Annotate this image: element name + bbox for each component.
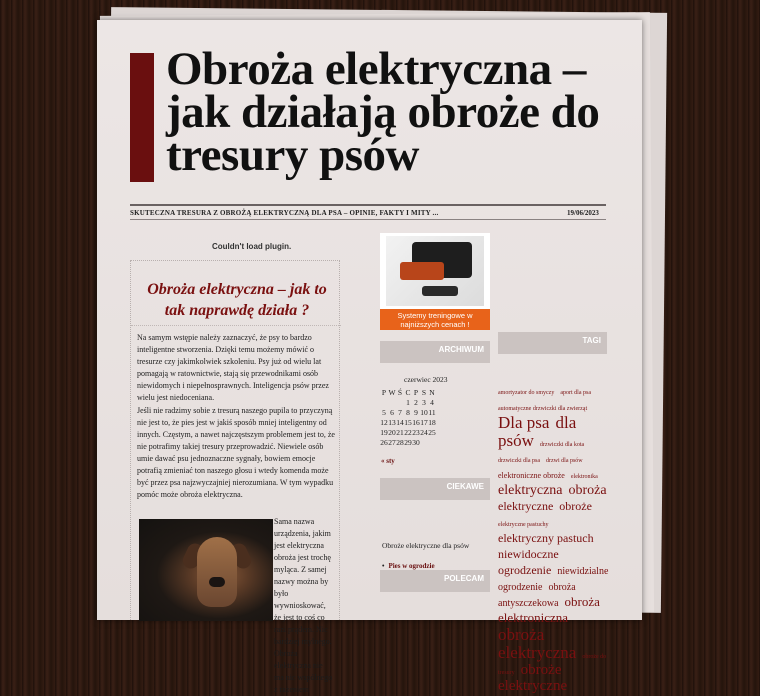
calendar-day: 3 [422, 397, 426, 407]
tag-link[interactable]: automatyczne drzwiczki dla zwierząt [498, 406, 588, 412]
interesting-widget-title: CIEKAWE [380, 478, 490, 500]
calendar-day: 9 [414, 407, 418, 417]
tag-link[interactable]: elektronika [570, 474, 598, 480]
tag-link[interactable]: elektryczny pastuch [498, 531, 594, 545]
site-title[interactable]: Obroża elektryczna – jak działają obroże do tresury psów [166, 43, 600, 181]
calendar-weekday: P [413, 387, 419, 397]
calendar-day: 16 [412, 417, 420, 427]
recommend-widget-title: POLECAM [380, 570, 490, 592]
calendar-weekday: N [429, 387, 435, 397]
calendar-day: 1 [406, 397, 410, 407]
calendar-day: 24 [420, 427, 428, 437]
calendar-month: czerwiec 2023 [404, 375, 448, 384]
tag-link[interactable]: aport dla psa [560, 390, 591, 396]
dog-photo [139, 519, 273, 621]
calendar-day: 18 [428, 417, 436, 427]
dog-nose [209, 577, 225, 587]
site-tagline: SKUTECZNA TRESURA Z OBROŻĄ ELEKTRYCZNĄ DLA PSA – OPINIE, FAKTY I MITY ... [130, 209, 439, 217]
calendar-day: 19 [380, 427, 388, 437]
calendar-day [388, 397, 396, 407]
tag-link[interactable]: dla psów [498, 413, 577, 450]
tag-link[interactable]: elektroniczne obroże [498, 471, 565, 480]
calendar-weekday: P [381, 387, 387, 397]
calendar-weekday: Ś [397, 387, 403, 397]
calendar-day: 23 [412, 427, 420, 437]
tag-link[interactable]: drzwi dla psów [545, 458, 583, 464]
tag-link[interactable]: obroża [568, 483, 607, 498]
calendar-day: 5 [382, 407, 386, 417]
calendar-weekday: C [405, 387, 411, 397]
main-column [130, 260, 340, 694]
tag-link[interactable]: niewidoczne ogrodzenie [498, 547, 559, 577]
calendar-prev-link[interactable]: « sty [381, 457, 395, 465]
calendar-day: 29 [404, 437, 412, 447]
calendar-day: 30 [412, 437, 420, 447]
tag-link[interactable]: obroża elektroniczna [498, 594, 600, 625]
post-paragraph-2: Jeśli nie radzimy sobie z tresurą naszego pupila to przyczyną nie jest to, że pies jest w jakiś sposób mniej inteligentny od innych. Częstym, a nawet najczęstszym problemem jest to, że nie potrafimy takiej tresury przeprowadzić. Niewiele osób umie dawać psu jednoznaczne sygnały, bowiem emocje potrafią zmieniać ton naszego głosu i wtedy komenda może być przez psa najzwyczajniej nierozumiana. W tym wypadku pomóc może obroża elektryczna. [137, 406, 335, 499]
calendar-weekday: W [388, 387, 396, 397]
header-divider-bottom [130, 219, 606, 220]
header-divider-top [130, 204, 606, 206]
calendar-weekday: S [421, 387, 427, 397]
tag-cloud [498, 382, 610, 694]
calendar-day: 21 [396, 427, 404, 437]
calendar-day: 10 [420, 407, 428, 417]
sidebar-link-garden[interactable]: • Pies w ogrodzie [382, 561, 450, 572]
ad-caption[interactable]: Systemy treningowe w najniższych cenach ! [380, 309, 490, 330]
tag-link[interactable]: obroże [559, 499, 592, 513]
post-paragraph-1: Na samym wstępie należy zaznaczyć, że psy to bardzo inteligentne stworzenia. Dzięki temu możemy mówić o tresurze czy jakimkolwiek szkoleniu. Psy już od wielu lat pomagają w ratownictwie, stają się przewodnikami osób niewidomych i niepełnosprawnych. Inteligencja psów przez wielu jest niedoceniana. [137, 333, 329, 402]
tag-link[interactable]: elektryczne pastuchy [498, 522, 549, 528]
plugin-notice: Couldn't load plugin. [212, 242, 292, 251]
calendar-day: 13 [388, 417, 396, 427]
calendar-day: 17 [420, 417, 428, 427]
calendar-day [420, 437, 428, 447]
tag-link[interactable]: Dla psa [498, 413, 550, 432]
tag-link[interactable]: obroże elektryczne [498, 662, 568, 694]
ad-device-box [400, 262, 444, 280]
calendar-day: 26 [380, 437, 388, 447]
tag-link[interactable]: amortyzator do smyczy [498, 390, 555, 396]
calendar-day: 12 [380, 417, 388, 427]
ad-product-image [386, 236, 484, 306]
calendar-day: 7 [398, 407, 402, 417]
tag-link[interactable]: obroża antyszczekowa [498, 582, 576, 609]
interesting-link[interactable]: Obroże elektryczne dla psów [382, 541, 470, 550]
calendar-day: 22 [404, 427, 412, 437]
calendar-day [428, 437, 436, 447]
tag-link[interactable]: elektryczna [498, 483, 563, 498]
tag-link[interactable]: elektryczne [498, 499, 554, 513]
post-title[interactable]: Obroża elektryczna – jak to tak naprawdę działa ? [147, 281, 327, 319]
calendar-day: 6 [390, 407, 394, 417]
tag-link[interactable]: drzwiczki dla kota [539, 442, 585, 448]
calendar-day: 11 [428, 407, 436, 417]
calendar-day: 28 [396, 437, 404, 447]
tags-widget-title: TAGI [498, 332, 607, 354]
calendar-day: 25 [428, 427, 436, 437]
ad-device-collar [422, 286, 458, 296]
newspaper-page [97, 20, 642, 694]
calendar-day: 2 [414, 397, 418, 407]
tag-link[interactable]: obroża elektryczna [498, 625, 577, 662]
post-divider [131, 325, 341, 326]
title-accent-bar [130, 53, 154, 182]
ad-banner[interactable] [380, 233, 490, 330]
tag-link[interactable]: obroże do tresury [498, 654, 607, 676]
calendar-day: 20 [388, 427, 396, 437]
archive-widget-title: ARCHIWUM [380, 341, 490, 363]
tag-link[interactable]: drzwiczki dla psa [498, 458, 540, 464]
calendar-day: 4 [430, 397, 434, 407]
calendar-day [380, 397, 388, 407]
calendar-day [396, 397, 404, 407]
calendar-day: 8 [406, 407, 410, 417]
tag-link[interactable]: niewidzialne ogrodzenie [498, 566, 609, 593]
calendar-day: 15 [404, 417, 412, 427]
calendar-table [380, 387, 436, 447]
calendar-day: 27 [388, 437, 396, 447]
dog-face [197, 537, 237, 607]
post-paragraph-3: Sama nazwa urządzenia, jakim jest elektryczna obroża jest trochę myląca. Z samej nazwy można by było wywnioskować, że jest to coś co razi prądem. Nic bardziej mylnego. Obroża elektryczna nie ma nic wspólnego z rażeniem [274, 517, 333, 694]
calendar-day: 14 [396, 417, 404, 427]
header-date: 19/06/2023 [567, 209, 599, 217]
